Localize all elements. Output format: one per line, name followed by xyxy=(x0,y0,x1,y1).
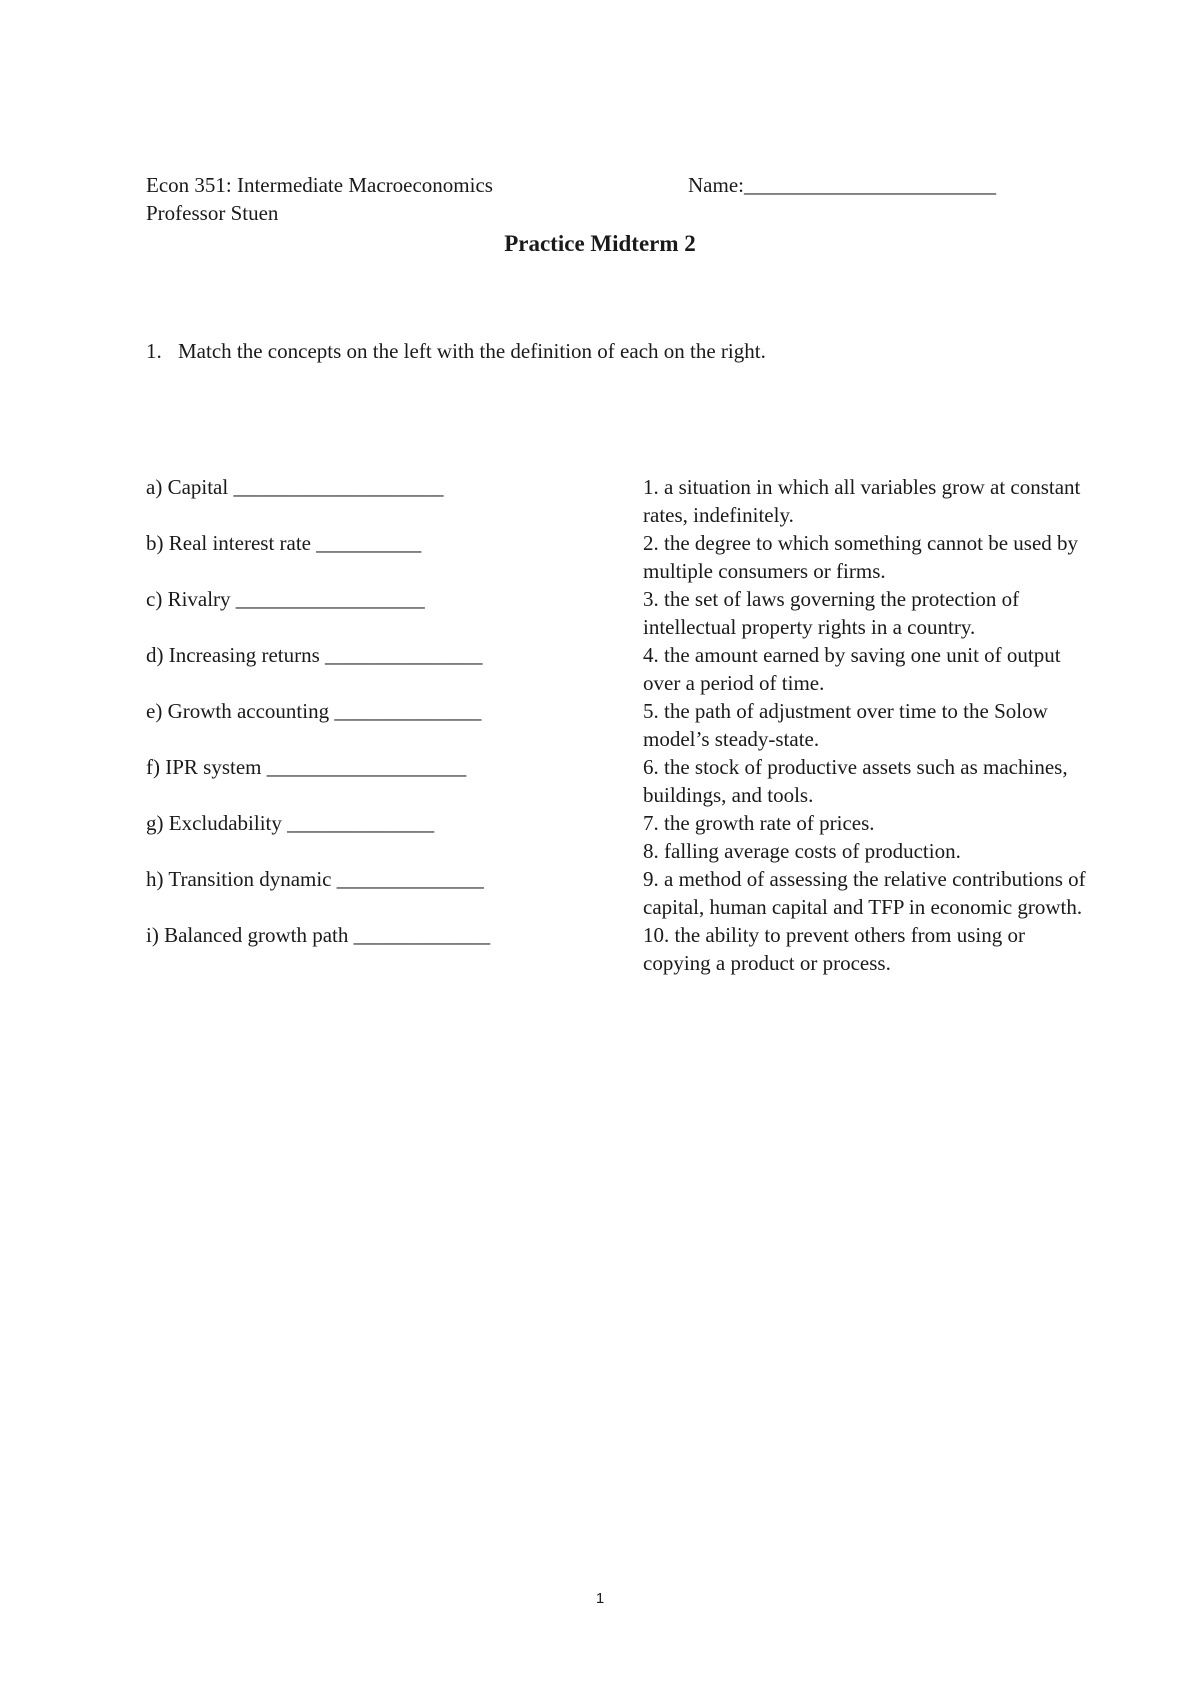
concept-item: b) Real interest rate __________ xyxy=(146,531,422,555)
definition-item: 6. the stock of productive assets such as machines, buildings, and tools. xyxy=(643,755,1068,807)
professor-name: Professor Stuen xyxy=(146,201,279,225)
definition-item: 8. falling average costs of production. xyxy=(643,839,961,863)
course-title: Econ 351: Intermediate Macroeconomics xyxy=(146,173,493,197)
definition-item: 1. a situation in which all variables grow at constant rates, indefinitely. xyxy=(643,475,1081,527)
definition-item: 2. the degree to which something cannot be used by multiple consumers or firms. xyxy=(643,531,1079,583)
definition-item: 3. the set of laws governing the protection of intellectual property rights in a country. xyxy=(643,587,1020,639)
concept-list xyxy=(146,473,606,977)
question-number: 1. xyxy=(146,339,162,363)
concept-item: g) Excludability ______________ xyxy=(146,811,435,835)
question-1 xyxy=(146,337,766,365)
definition-item: 10. the ability to prevent others from using or copying a product or process. xyxy=(643,923,1026,975)
definition-item: 7. the growth rate of prices. xyxy=(643,811,875,835)
concept-item: a) Capital ____________________ xyxy=(146,475,444,499)
definition-item: 9. a method of assessing the relative contributions of capital, human capital and TFP in economic growth. xyxy=(643,867,1086,919)
concept-item: h) Transition dynamic ______________ xyxy=(146,867,484,891)
concept-item: d) Increasing returns _______________ xyxy=(146,643,483,667)
concept-item: e) Growth accounting ______________ xyxy=(146,699,482,723)
name-field-label: Name:________________________ xyxy=(688,173,996,197)
concept-item: f) IPR system ___________________ xyxy=(146,755,467,779)
question-text: Match the concepts on the left with the definition of each on the right. xyxy=(178,339,766,363)
definition-item: 4. the amount earned by saving one unit of output over a period of time. xyxy=(643,643,1061,695)
concept-item: i) Balanced growth path _____________ xyxy=(146,923,491,947)
exam-title: Practice Midterm 2 xyxy=(504,231,696,256)
concept-item: c) Rivalry __________________ xyxy=(146,587,425,611)
page-number: 1 xyxy=(595,1590,605,1607)
definition-item: 5. the path of adjustment over time to the Solow model’s steady-state. xyxy=(643,699,1048,751)
definition-list xyxy=(643,473,1093,977)
